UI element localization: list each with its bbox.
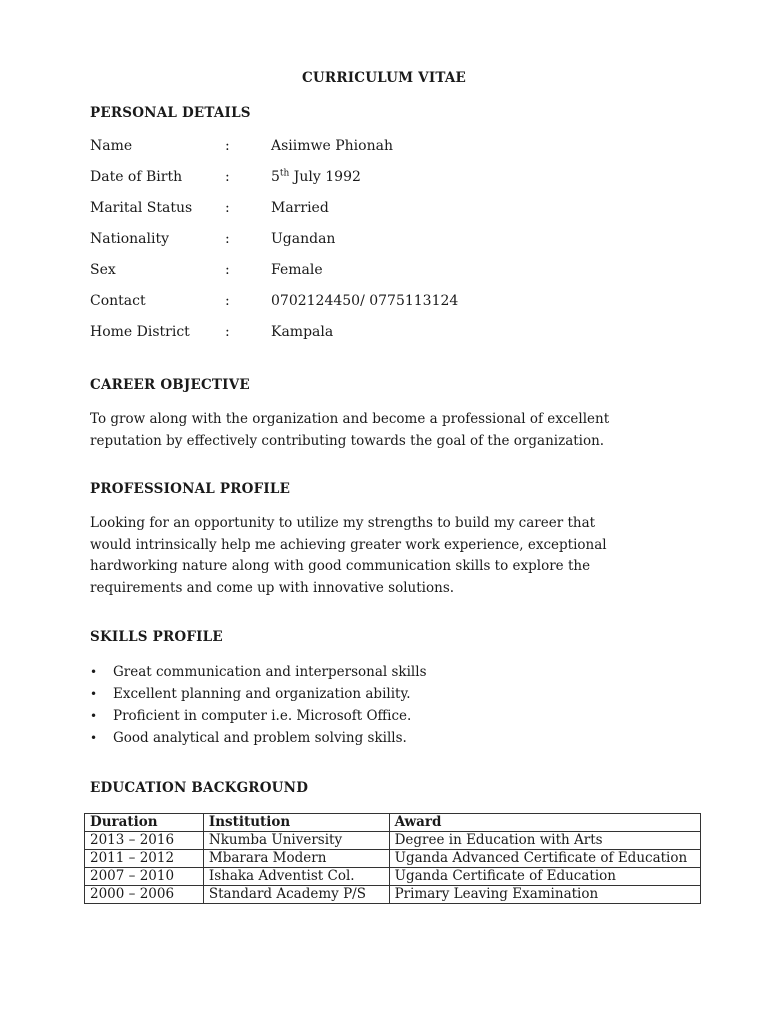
detail-colon: :: [225, 169, 230, 185]
award-cell: Uganda Certificate of Education: [389, 868, 700, 886]
detail-label: Date of Birth: [90, 169, 183, 185]
detail-label: Home District: [90, 324, 190, 340]
detail-value: Married: [271, 200, 329, 216]
detail-row-contact: [90, 293, 690, 313]
detail-label: Nationality: [90, 231, 169, 247]
column-header-award: Award: [389, 814, 700, 832]
skill-text: Excellent planning and organization ability.: [113, 686, 411, 702]
detail-colon: :: [225, 200, 230, 216]
paragraph-line: would intrinsically help me achieving greater work experience, exceptional: [90, 536, 607, 553]
education-background-heading: EDUCATION BACKGROUND: [90, 780, 309, 796]
paragraph-line: Looking for an opportunity to utilize my strengths to build my career that: [90, 515, 596, 531]
bullet-icon: •: [90, 665, 98, 679]
detail-value: Kampala: [271, 324, 334, 340]
career-objective-heading: CAREER OBJECTIVE: [90, 377, 250, 393]
detail-row-name: [90, 138, 690, 158]
detail-value: Ugandan: [271, 231, 336, 247]
award-cell: Degree in Education with Arts: [389, 832, 700, 850]
institution-cell: Standard Academy P/S: [203, 886, 389, 904]
page-title: CURRICULUM VITAE: [301, 70, 467, 86]
detail-colon: :: [225, 262, 230, 278]
skills-list: [90, 661, 427, 749]
table-row: [85, 868, 701, 886]
table-row: [85, 832, 701, 850]
paragraph-line: requirements and come up with innovative solutions.: [90, 579, 455, 596]
detail-colon: :: [225, 293, 230, 309]
detail-value: [271, 169, 361, 185]
skill-item: [90, 727, 427, 749]
duration-cell: 2013 – 2016: [85, 832, 204, 850]
paragraph-line: To grow along with the organization and become a professional of excellent: [90, 411, 610, 427]
skill-text: Good analytical and problem solving skills.: [113, 730, 407, 746]
skill-item: [90, 683, 427, 705]
paragraph-line: hardworking nature along with good communication skills to explore the: [90, 558, 591, 574]
detail-value: 0702124450/ 0775113124: [271, 293, 459, 309]
detail-label: Marital Status: [90, 200, 193, 216]
paragraph-line: reputation by effectively contributing towards the goal of the organization.: [90, 432, 605, 449]
table-row: [85, 850, 701, 868]
award-cell: Primary Leaving Examination: [389, 886, 700, 904]
detail-row-nationality: [90, 231, 690, 251]
bullet-icon: •: [90, 709, 98, 723]
professional-profile-heading: PROFESSIONAL PROFILE: [90, 481, 291, 497]
dob-month-year: July 1992: [289, 169, 361, 185]
detail-row-date-of-birth: [90, 169, 690, 189]
detail-colon: :: [225, 231, 230, 247]
bullet-icon: •: [90, 687, 98, 701]
skill-text: Proficient in computer i.e. Microsoft Office.: [113, 708, 412, 724]
column-header-institution: Institution: [203, 814, 389, 832]
table-header-row: [85, 814, 701, 832]
dob-day-suffix: th: [279, 168, 290, 179]
institution-cell: Mbarara Modern: [203, 850, 389, 868]
duration-cell: 2011 – 2012: [85, 850, 204, 868]
skill-item: [90, 705, 427, 727]
duration-cell: 2007 – 2010: [85, 868, 204, 886]
career-objective-text: [90, 409, 690, 452]
detail-row-home-district: [90, 324, 690, 344]
detail-label: Sex: [90, 262, 116, 278]
bullet-icon: •: [90, 731, 98, 745]
detail-colon: :: [225, 138, 230, 154]
detail-value: Female: [271, 262, 323, 278]
detail-label: Contact: [90, 293, 146, 309]
detail-value: Asiimwe Phionah: [271, 138, 393, 154]
professional-profile-text: [90, 513, 690, 599]
dob-day: 5: [271, 169, 280, 185]
duration-cell: 2000 – 2006: [85, 886, 204, 904]
institution-cell: Ishaka Adventist Col.: [203, 868, 389, 886]
skill-item: [90, 661, 427, 683]
institution-cell: Nkumba University: [203, 832, 389, 850]
award-cell: Uganda Advanced Certificate of Education: [389, 850, 700, 868]
personal-details-heading: PERSONAL DETAILS: [90, 105, 251, 121]
skills-profile-heading: SKILLS PROFILE: [90, 629, 223, 645]
column-header-duration: Duration: [85, 814, 204, 832]
detail-row-sex: [90, 262, 690, 282]
education-table: [84, 813, 701, 904]
skill-text: Great communication and interpersonal skills: [113, 664, 427, 680]
detail-label: Name: [90, 138, 133, 154]
detail-row-marital-status: [90, 200, 690, 220]
table-row: [85, 886, 701, 904]
detail-colon: :: [225, 324, 230, 340]
